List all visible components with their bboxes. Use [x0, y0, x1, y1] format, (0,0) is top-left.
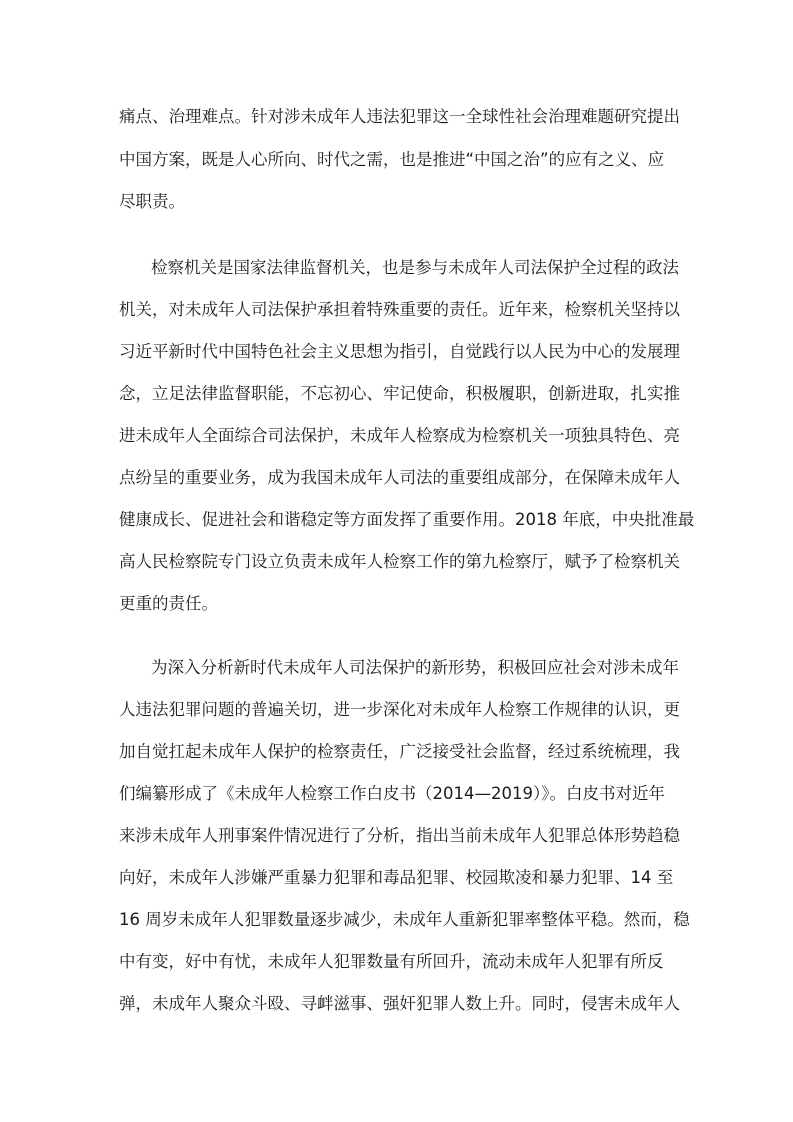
paragraph-2-line-7: 健康成长、促进社会和谐稳定等方面发挥了重要作用。2018 年底，中央批准最	[119, 510, 695, 529]
paragraph-3-line-5: 来涉未成年人刑事案件情况进行了分析，指出当前未成年人犯罪总体形势趋稳	[119, 826, 680, 845]
paragraph-2-line-9: 更重的责任。	[119, 594, 218, 613]
paragraph-2-line-2: 机关，对未成年人司法保护承担着特殊重要的责任。近年来，检察机关坚持以	[119, 300, 680, 319]
paragraph-3-line-7: 16 周岁未成年人犯罪数量逐步减少，未成年人重新犯罪率整体平稳。然而，稳	[119, 910, 690, 929]
paragraph-2-line-6: 点纷呈的重要业务，成为我国未成年人司法的重要组成部分，在保障未成年人	[119, 468, 680, 487]
paragraph-2-line-3: 习近平新时代中国特色社会主义思想为指引，自觉践行以人民为中心的发展理	[119, 342, 680, 361]
paragraph-2-line-4: 念，立足法律监督职能，不忘初心、牢记使命，积极履职，创新进取，扎实推	[119, 384, 680, 403]
paragraph-3-line-6: 向好，未成年人涉嫌严重暴力犯罪和毒品犯罪、校园欺凌和暴力犯罪、14 至	[119, 868, 674, 887]
paragraph-2-line-5: 进未成年人全面综合司法保护，未成年人检察成为检察机关一项独具特色、亮	[119, 426, 680, 445]
paragraph-3-line-8: 中有变，好中有忧，未成年人犯罪数量有所回升，流动未成年人犯罪有所反	[119, 952, 664, 971]
paragraph-1-line-2: 中国方案，既是人心所向、时代之需，也是推进“中国之治”的应有之义、应	[119, 150, 665, 169]
paragraph-2-line-1: 检察机关是国家法律监督机关，也是参与未成年人司法保护全过程的政法	[151, 258, 679, 277]
paragraph-3-line-9: 弹，未成年人聚众斗殴、寻衅滋事、强奸犯罪人数上升。同时，侵害未成年人	[119, 994, 680, 1013]
paragraph-2-line-8: 高人民检察院专门设立负责未成年人检察工作的第九检察厅，赋予了检察机关	[119, 552, 680, 571]
paragraph-3-line-3: 加自觉扛起未成年人保护的检察责任，广泛接受社会监督，经过系统梳理，我	[119, 742, 680, 761]
paragraph-3-line-1: 为深入分析新时代未成年人司法保护的新形势，积极回应社会对涉未成年	[151, 658, 679, 677]
paragraph-3-line-4: 们编纂形成了《未成年人检察工作白皮书（2014—2019）》。白皮书对近年	[119, 784, 665, 803]
paragraph-1-line-1: 痛点、治理难点。针对涉未成年人违法犯罪这一全球性社会治理难题研究提出	[119, 107, 680, 126]
paragraph-3-line-2: 人违法犯罪问题的普遍关切，进一步深化对未成年人检察工作规律的认识，更	[119, 700, 680, 719]
paragraph-1-line-3: 尽职责。	[119, 192, 185, 211]
